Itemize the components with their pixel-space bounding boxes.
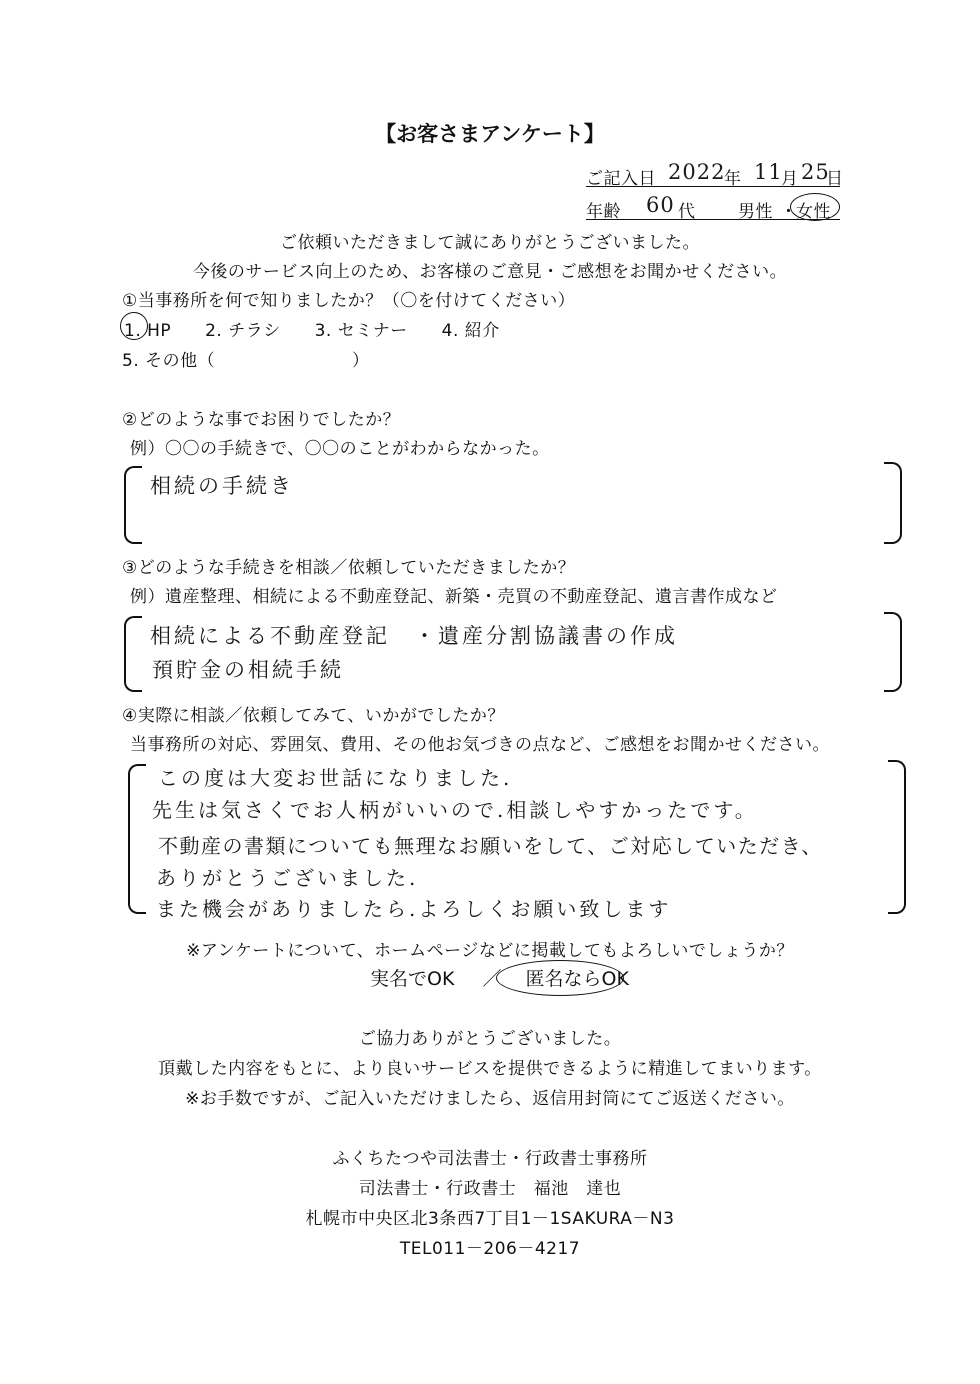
q1-option-1: 1. HP bbox=[124, 321, 172, 341]
page-title: 【お客さまアンケート】 bbox=[375, 122, 605, 146]
date-label: ご記入日 bbox=[586, 169, 656, 189]
closing-line-2: 頂戴した内容をもとに、より良いサービスを提供できるように精進してまいります。 bbox=[158, 1059, 822, 1079]
closing-line-1: ご協力ありがとうございました。 bbox=[358, 1029, 622, 1049]
real-name-option: 実名でOK bbox=[370, 968, 455, 990]
q2-answer: 相続の手続き bbox=[150, 474, 294, 498]
q4-bracket-left bbox=[128, 764, 146, 914]
q3-bracket-left bbox=[124, 616, 142, 692]
q3-example: 例）遺産整理、相続による不動産登記、新築・売買の不動産登記、遺言書作成など bbox=[130, 587, 778, 607]
q4-answer-line-5: また機会がありましたら.よろしくお願い致します bbox=[156, 897, 672, 921]
month-unit: 月 bbox=[781, 169, 799, 189]
age-label: 年齢 bbox=[586, 202, 621, 222]
date-row bbox=[586, 160, 844, 189]
q2-bracket-left bbox=[124, 466, 142, 544]
gender-separator: ・ bbox=[780, 202, 798, 222]
day-unit: 日 bbox=[826, 169, 844, 189]
q4-answer-line-3: 不動産の書類についても無理なお願いをして、ご対応していただき、 bbox=[158, 834, 823, 858]
publish-slash: ／ bbox=[482, 968, 502, 990]
anonymous-circle-mark bbox=[496, 960, 624, 996]
q1-option-2: 2. チラシ bbox=[205, 321, 281, 341]
gender-female: 女性 bbox=[796, 202, 831, 222]
option-1-circle-mark bbox=[120, 312, 148, 340]
age-value: 60 bbox=[646, 193, 675, 217]
year-unit: 年 bbox=[724, 169, 742, 189]
female-circle-mark bbox=[790, 193, 840, 221]
date-year: 2022 bbox=[668, 160, 726, 184]
q3-answer-line-1: 相続による不動産登記 ・遺産分割協議書の作成 bbox=[150, 624, 678, 648]
q4-answer-line-4: ありがとうございました. bbox=[156, 866, 419, 890]
q1-question: ①当事務所を何で知りましたか？（〇を付けてください） bbox=[122, 291, 576, 311]
intro-line-1: ご依頼いただきまして誠にありがとうございました。 bbox=[280, 233, 700, 253]
office-tel: TEL011－206－4217 bbox=[399, 1239, 581, 1259]
intro-line-2: 今後のサービス向上のため、お客様のご意見・ご感想をお聞かせください。 bbox=[192, 262, 788, 282]
date-day: 25 bbox=[801, 160, 830, 184]
q2-question: ②どのような事でお困りでしたか？ bbox=[122, 410, 401, 430]
q3-bracket-right bbox=[884, 612, 902, 692]
date-month: 11 bbox=[754, 160, 783, 184]
q3-question: ③どのような手続きを相談／依頼していただきましたか？ bbox=[122, 558, 576, 578]
age-row bbox=[586, 195, 840, 221]
q1-other: 5. その他（ bbox=[122, 351, 216, 371]
publish-question: ※アンケートについて、ホームページなどに掲載してもよろしいでしょうか？ bbox=[186, 941, 794, 961]
age-unit: 代 bbox=[678, 202, 696, 222]
q1-options bbox=[124, 316, 500, 341]
q3-answer-line-2: 預貯金の相続手続 bbox=[152, 658, 344, 682]
office-address: 札幌市中央区北3条西7丁目1－1SAKURA－N3 bbox=[305, 1209, 675, 1229]
gender-male: 男性 bbox=[738, 202, 773, 222]
q4-answer-line-2: 先生は気さくでお人柄がいいので.相談しやすかったです。 bbox=[152, 798, 758, 822]
q4-question: ④実際に相談／依頼してみて、いかがでしたか？ bbox=[122, 706, 505, 726]
q1-option-3: 3. セミナー bbox=[314, 321, 408, 341]
closing-line-3: ※お手数ですが、ご記入いただけましたら、返信用封筒にてご返送ください。 bbox=[185, 1089, 795, 1109]
anonymous-option: 匿名ならOK bbox=[525, 968, 629, 990]
office-person: 司法書士・行政書士 福池 達也 bbox=[358, 1179, 622, 1199]
q1-other-close: ） bbox=[352, 351, 370, 371]
q4-bracket-right bbox=[888, 760, 906, 914]
q2-bracket-right bbox=[884, 462, 902, 544]
office-name: ふくちたつや司法書士・行政書士事務所 bbox=[332, 1149, 648, 1169]
q4-sub: 当事務所の対応、雰囲気、費用、その他お気づきの点など、ご感想をお聞かせください。 bbox=[130, 735, 830, 755]
q2-example: 例）〇〇の手続きで、〇〇のことがわからなかった。 bbox=[130, 439, 550, 459]
q4-answer-line-1: この度は大変お世話になりました. bbox=[158, 766, 513, 790]
q1-option-4: 4. 紹介 bbox=[441, 321, 500, 341]
